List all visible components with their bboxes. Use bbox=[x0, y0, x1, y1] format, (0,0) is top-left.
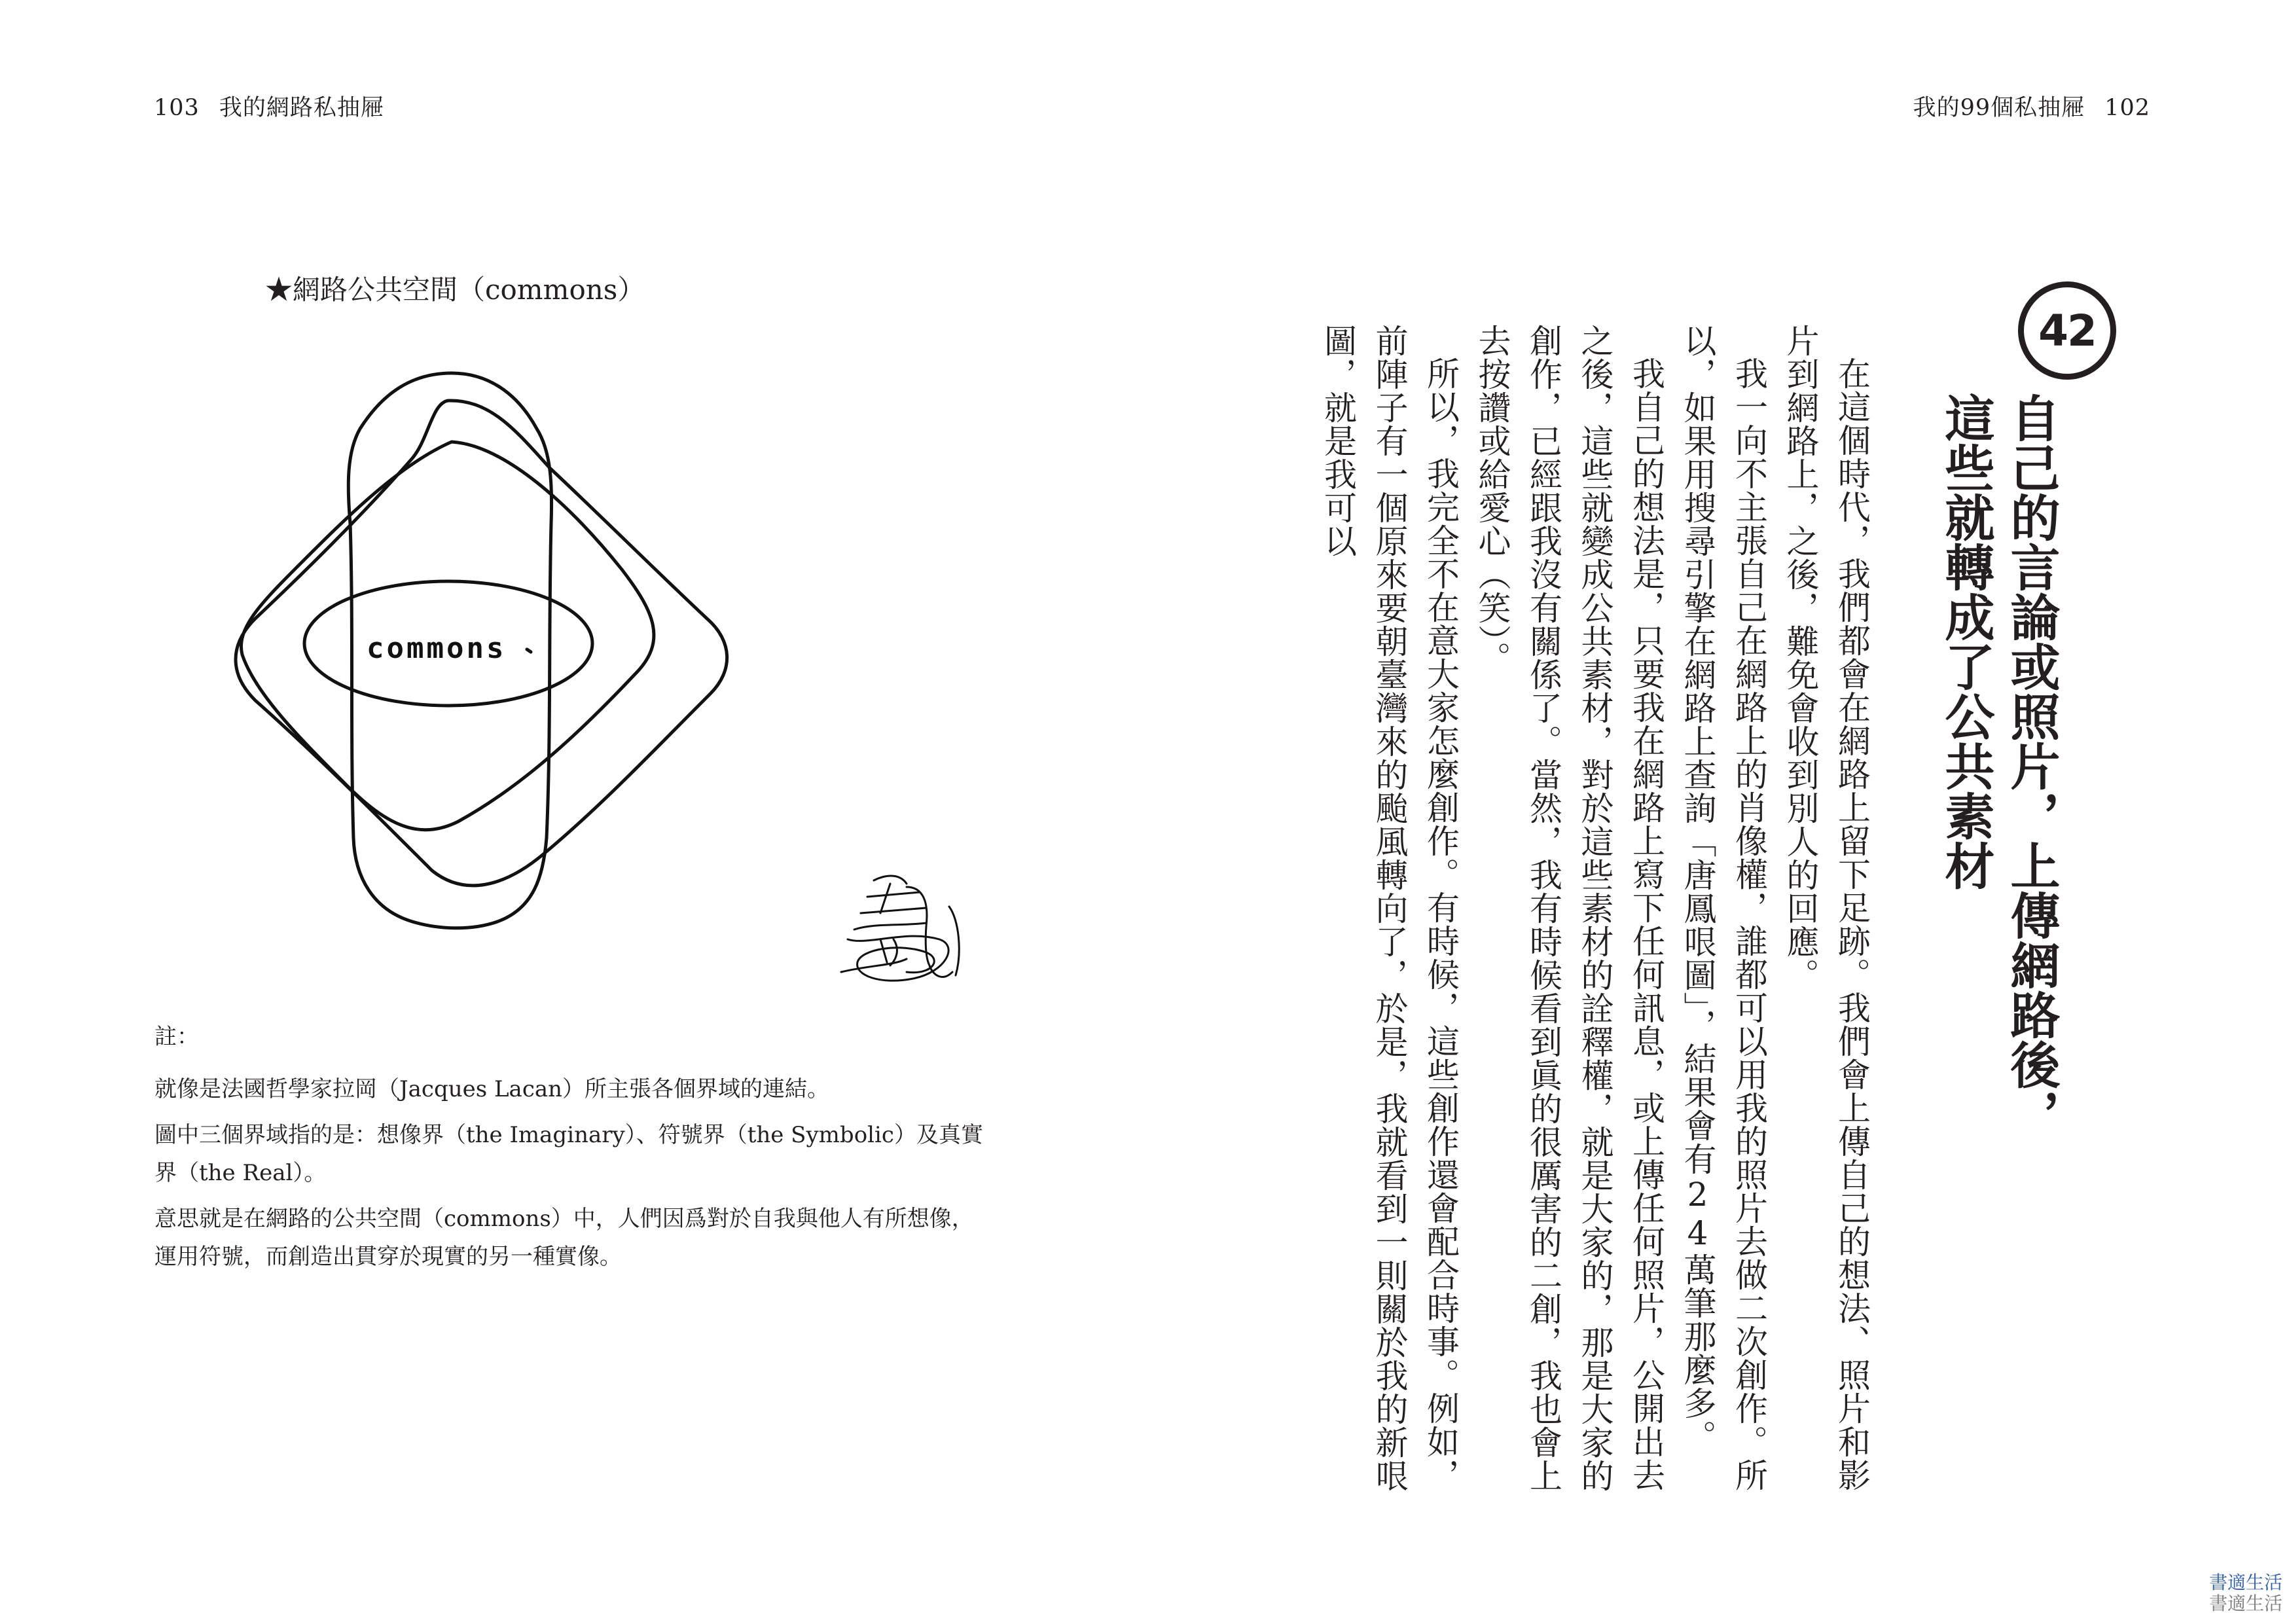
chapter-title bbox=[1907, 393, 2064, 1244]
notes bbox=[154, 1018, 992, 1284]
right-page-number: 102 bbox=[2104, 95, 2150, 121]
chapter-title-line-2: 這些就轉成了公共素材 bbox=[1937, 393, 1995, 890]
right-running-title: 我的99個私抽屜 bbox=[1913, 95, 2085, 121]
body-paragraph: 所以，我完全不在意大家怎麼創作。有時候，這些創作還會配合時事。例如，前陣子有一個原來要朝臺灣來的颱風轉向了，於是，我就看到一則關於我的新哏圖，就是我可以 bbox=[1319, 324, 1460, 1492]
body-paragraph: 我自己的想法是，只要我在網路上寫下任何訊息，或上傳任何照片，公開出去之後，這些就變成公共素材，對於這些素材的詮釋權，就是大家的，那是大家的創作，已經跟我沒有關係了。當然，我有時候看到眞的很厲害的二創，我也會上去按讚或給愛心（笑）。 bbox=[1473, 324, 1665, 1492]
left-page bbox=[0, 0, 1144, 1624]
body-paragraph: 我一向不主張自己在網路上的肖像權，誰都可以用我的照片去做二次創作。所以，如果用搜尋引擎在網路上查詢「唐鳳哏圖」，結果會有24萬筆那麼多。 bbox=[1678, 324, 1768, 1492]
body-paragraph: 在這個時代，我們都會在網路上留下足跡。我們會上傳自己的想法、照片和影片到網路上，之後，難免會收到別人的回應。 bbox=[1781, 324, 1871, 1492]
left-running-head bbox=[154, 90, 384, 122]
chapter-number-badge bbox=[2018, 281, 2116, 380]
chapter-number: 42 bbox=[2038, 305, 2096, 356]
note-paragraph: 就像是法國哲學家拉岡（Jacques Lacan）所主張各個界域的連結。 bbox=[154, 1076, 830, 1102]
watermark-line-1: 書適生活 bbox=[2208, 1572, 2282, 1593]
note-paragraph: 圖中三個界域指的是：想像界（the Imaginary）、符號界（the Symbolic）及真實界（the Real）。 bbox=[154, 1122, 983, 1186]
commons-label: commons bbox=[367, 632, 507, 665]
left-running-title: 我的網路私抽屜 bbox=[219, 95, 384, 121]
right-page bbox=[1144, 0, 2289, 1624]
commons-diagram bbox=[151, 353, 753, 956]
notes-label: 註： bbox=[154, 1024, 199, 1050]
body-text bbox=[1319, 324, 1877, 1502]
figure-title: ★網路公共空間（commons） bbox=[265, 274, 645, 306]
chapter-title-line-1: 自己的言論或照片，上傳網路後， bbox=[2002, 393, 2061, 1139]
watermark-line-2: 書適生活 bbox=[2208, 1593, 2282, 1614]
left-page-number: 103 bbox=[154, 95, 200, 121]
publisher-watermark bbox=[2209, 1572, 2282, 1614]
right-running-head bbox=[1913, 90, 2150, 122]
signature-image bbox=[828, 867, 972, 992]
note-paragraph: 意思就是在網路的公共空間（commons）中，人們因爲對於自我與他人有所想像，運用符號，而創造出貫穿於現實的另一種實像。 bbox=[154, 1206, 974, 1270]
